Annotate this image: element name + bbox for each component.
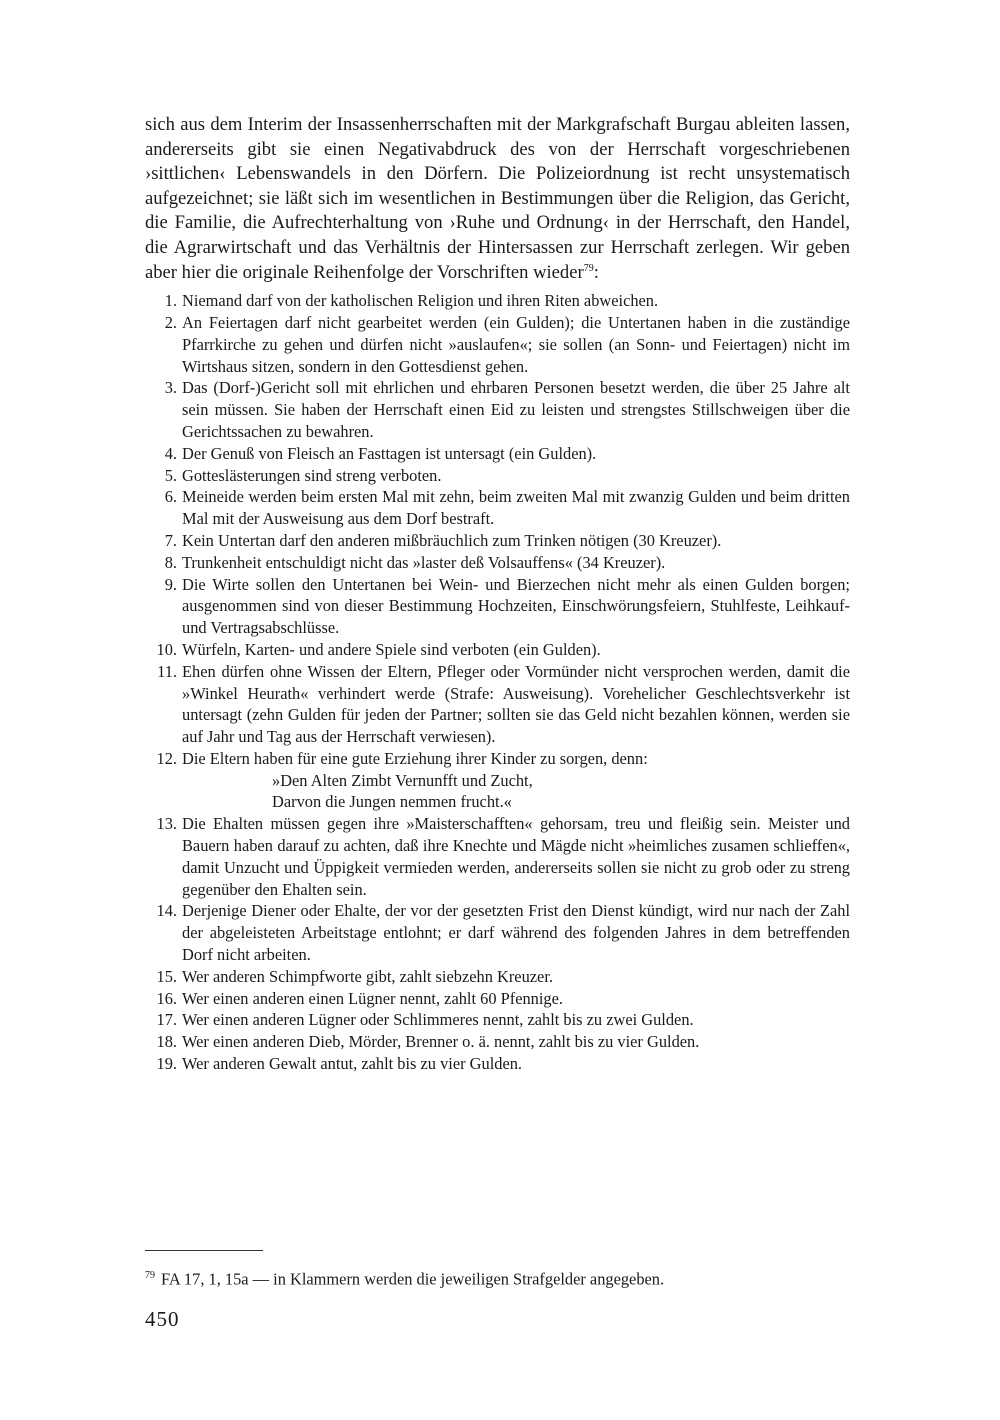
list-item-number: 14.	[156, 901, 177, 921]
list-item	[145, 377, 850, 442]
list-item-text: Wer einen anderen Dieb, Mörder, Brenner o. ä. nennt, zahlt bis zu vier Gulden.	[182, 1032, 700, 1052]
list-item-number: 18.	[156, 1032, 177, 1052]
verse-line: »Den Alten Zimbt Vernunfft und Zucht,	[272, 770, 533, 790]
list-item	[145, 465, 850, 487]
list-item	[145, 552, 850, 574]
list-item-number: 17.	[156, 1010, 177, 1030]
list-item-text: Meineide werden beim ersten Mal mit zehn, beim zweiten Mal mit zwanzig Gulden und beim dritten Mal mit der Ausweisung aus dem Dorf bestraft.	[182, 487, 850, 529]
list-item	[145, 443, 850, 465]
list-item	[145, 748, 850, 813]
list-item-text: Würfeln, Karten- und andere Spiele sind verboten (ein Gulden).	[182, 639, 601, 659]
list-item-text: Trunkenheit entschuldigt nicht das »laster deß Volsauffens« (34 Kreuzer).	[182, 552, 666, 572]
list-item-text: Niemand darf von der katholischen Religion und ihren Riten abweichen.	[182, 291, 659, 311]
regulations-list	[145, 290, 850, 1075]
list-item-text: Wer anderen Schimpfworte gibt, zahlt siebzehn Kreuzer.	[182, 966, 553, 986]
list-item-number: 1.	[164, 291, 177, 311]
footnote-marker: 79	[145, 1270, 155, 1281]
list-item-number: 13.	[156, 814, 177, 834]
list-item-text: Derjenige Diener oder Ehalte, der vor der gesetzten Frist den Dienst kündigt, wird nur nach der Zahl der abgeleisteten Arbeitstage entlohnt; er darf während des folgenden Jahres in dem betreffenden Dorf nicht arbeiten.	[182, 901, 850, 965]
list-item	[145, 639, 850, 661]
list-item	[145, 966, 850, 988]
list-item-number: 11.	[157, 661, 177, 681]
intro-tail: :	[593, 261, 599, 283]
list-item-text: Wer einen anderen Lügner oder Schlimmeres nennt, zahlt bis zu zwei Gulden.	[182, 1010, 694, 1030]
list-item	[145, 813, 850, 900]
footnote-divider	[145, 1250, 263, 1251]
list-item	[145, 900, 850, 965]
footnote	[145, 1265, 850, 1289]
list-item	[145, 290, 850, 312]
list-item-number: 16.	[156, 988, 177, 1008]
main-text-block	[145, 113, 850, 1075]
list-item-number: 2.	[164, 312, 177, 332]
list-item-number: 8.	[164, 552, 177, 572]
list-item-text: Kein Untertan darf den anderen mißbräuchlich zum Trinken nötigen (30 Kreuzer).	[182, 530, 722, 550]
list-item-text: Das (Dorf-)Gericht soll mit ehrlichen und ehrbaren Personen besetzt werden, die über 25 Jahre alt sein müssen. Sie haben der Herrschaft einen Eid zu leisten und strengstes Stillschweigen über die Gerichtssachen zu bewahren.	[182, 378, 850, 441]
intro-text: sich aus dem Interim der Insassenherrschaften mit der Markgrafschaft Burgau ableiten lassen, andererseits gibt sie einen Negativabdruck des von der Herrschaft vorgeschriebenen ›sittlichen‹ Lebenswandels in den Dörfern. Die Polizeiordnung ist recht unsystematisch aufgezeichnet; sie läßt sich im wesentlichen in Bestimmungen über die Religion, das Gericht, die Familie, die Aufrechterhaltung von ›Ruhe und Ordnung‹ in der Herrschaft, den Handel, die Agrarwirtschaft und das Verhältnis der Hintersassen zur Herrschaft zerlegen. Wir geben aber hier die originale Reihenfolge der Vorschriften wieder	[145, 114, 850, 283]
list-item	[145, 661, 850, 748]
list-item-text: Die Wirte sollen den Untertanen bei Wein- und Bierzechen nicht mehr als einen Gulden borgen; ausgenommen sind von dieser Bestimmung Hochzeiten, Einschwörungsfeiern, Stuhlfeste, Leihkauf- und Vertragsabschlüsse.	[182, 574, 850, 638]
list-item-text: Der Genuß von Fleisch an Fasttagen ist untersagt (ein Gulden).	[182, 443, 597, 463]
list-item-text: An Feiertagen darf nicht gearbeitet werden (ein Gulden); die Untertanen haben in die zuständige Pfarrkirche zu gehen und dürfen nicht »auslaufen«; sie sollen (an Sonn- und Feiertagen) nicht im Wirtshaus sitzen, sondern in den Gottesdienst gehen.	[182, 312, 850, 376]
list-item-text: Die Ehalten müssen gegen ihre »Maisterschafften« gehorsam, treu und fleißig sein. Meister und Bauern haben darauf zu achten, daß ihre Knechte und Mägde nicht »heimliches zusamen schlieffen«, damit Unzucht und Üppigkeit vermieden werden, andererseits sollen sie nicht zu grob oder zu streng gegenüber den Ehalten sein.	[182, 814, 850, 899]
page-number: 450	[145, 1307, 180, 1331]
footnote-text: FA 17, 1, 15a — in Klammern werden die jeweiligen Strafgelder angegeben.	[161, 1269, 665, 1289]
list-item-number: 6.	[164, 487, 177, 507]
list-item	[145, 1031, 850, 1053]
list-item	[145, 486, 850, 530]
list-item	[145, 312, 850, 377]
list-item-number: 15.	[156, 966, 177, 986]
list-item-text: Ehen dürfen ohne Wissen der Eltern, Pfleger oder Vormünder nicht versprochen werden, damit die »Winkel Heurath« verhindert werde (Strafe: Ausweisung). Vorehelicher Geschlechtsverkehr ist untersagt (zehn Gulden für jeden der Partner; sollten sie das Geld nicht bezahlen können, werden sie auf Jahr und Tag aus der Herrschaft verwiesen).	[182, 661, 850, 747]
list-item	[145, 530, 850, 552]
list-item	[145, 574, 850, 639]
list-item-number: 5.	[164, 465, 177, 485]
list-item-number: 9.	[164, 574, 177, 594]
list-item-text: Wer anderen Gewalt antut, zahlt bis zu vier Gulden.	[182, 1054, 523, 1074]
list-item-number: 4.	[164, 443, 177, 463]
list-item-number: 10.	[156, 639, 177, 659]
list-item-number: 12.	[156, 748, 177, 768]
list-item-number: 19.	[156, 1054, 177, 1074]
list-item-text: Die Eltern haben für eine gute Erziehung ihrer Kinder zu sorgen, denn:	[182, 748, 648, 768]
verse-line: Darvon die Jungen nemmen frucht.«	[272, 792, 512, 812]
footnote-reference[interactable]: 79	[583, 262, 594, 274]
list-item-text: Wer einen anderen einen Lügner nennt, zahlt 60 Pfennige.	[182, 988, 563, 1008]
intro-paragraph	[145, 113, 850, 285]
list-item-number: 7.	[164, 530, 177, 550]
list-item	[145, 1009, 850, 1031]
list-item-number: 3.	[164, 378, 177, 398]
list-item-text: Gotteslästerungen sind streng verboten.	[182, 465, 442, 485]
verse-quote	[182, 770, 850, 814]
list-item	[145, 988, 850, 1010]
list-item	[145, 1053, 850, 1075]
